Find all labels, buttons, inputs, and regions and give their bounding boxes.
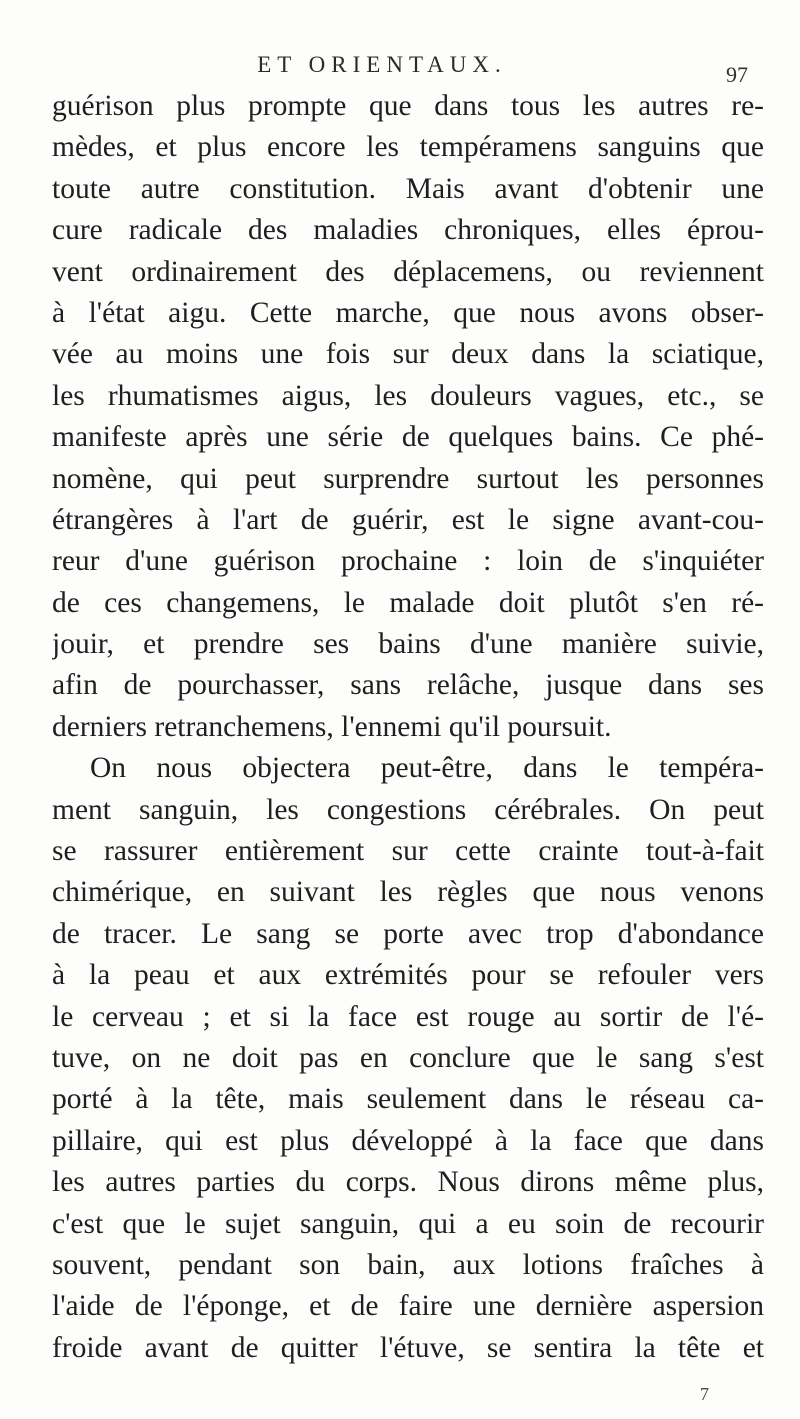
text-line: les autres parties du corps. Nous dirons même plus, (52, 1166, 764, 1199)
running-head: ET ORIENTAUX. (257, 52, 507, 77)
paragraph-last-line: derniers retranchemens, l'ennemi qu'il poursuit. (52, 710, 612, 743)
text-line: vent ordinairement des déplacemens, ou reviennent (52, 255, 764, 288)
text-line: cure radicale des maladies chroniques, elles éprou- (52, 214, 764, 247)
text-line: de tracer. Le sang se porte avec trop d'abondance (52, 917, 764, 950)
text-line: souvent, pendant son bain, aux lotions fraîches à (52, 1248, 764, 1281)
text-line: porté à la tête, mais seulement dans le réseau ca- (52, 1083, 764, 1116)
text-line: de ces changemens, le malade doit plutôt s'en ré- (52, 586, 764, 619)
text-line: les rhumatismes aigus, les douleurs vagues, etc., se (52, 379, 764, 412)
text-line: à l'état aigu. Cette marche, que nous avons obser- (52, 296, 764, 329)
text-line: pillaire, qui est plus développé à la face que dans (52, 1124, 764, 1157)
text-line: le cerveau ; et si la face est rouge au sortir de l'é- (52, 1000, 764, 1033)
page-number: 97 (726, 62, 748, 87)
text-line: froide avant de quitter l'étuve, se sentira la tête et (52, 1331, 764, 1364)
text-line: vée au moins une fois sur deux dans la sciatique, (52, 338, 764, 371)
signature-mark: 7 (700, 1384, 709, 1404)
text-line: étrangères à l'art de guérir, est le signe avant-cou- (52, 503, 764, 536)
text-line: afin de pourchasser, sans relâche, jusque dans ses (52, 669, 764, 702)
text-line: jouir, et prendre ses bains d'une manière suivie, (52, 628, 764, 661)
text-line: ment sanguin, les congestions cérébrales. On peut (52, 793, 764, 826)
text-line: chimérique, en suivant les règles que nous venons (52, 876, 764, 909)
text-line: nomène, qui peut surprendre surtout les personnes (52, 462, 764, 495)
paragraph-first-line: On nous objectera peut-être, dans le tempéra- (90, 752, 764, 785)
text-line: tuve, on ne doit pas en conclure que le sang s'est (52, 1041, 764, 1074)
text-line: c'est que le sujet sanguin, qui a eu soin de recourir (52, 1207, 764, 1240)
text-line: mèdes, et plus encore les tempéramens sanguins que (52, 131, 764, 164)
text-line: se rassurer entièrement sur cette crainte tout-à-fait (52, 835, 764, 868)
text-line: l'aide de l'éponge, et de faire une dernière aspersion (52, 1290, 764, 1323)
text-line: manifeste après une série de quelques bains. Ce phé- (52, 421, 764, 454)
text-line: toute autre constitution. Mais avant d'obtenir une (52, 172, 764, 205)
text-line: guérison plus prompte que dans tous les autres re- (52, 90, 764, 122)
text-line: à la peau et aux extrémités pour se refouler vers (52, 959, 764, 992)
text-line: reur d'une guérison prochaine : loin de s'inquiéter (52, 545, 764, 578)
body-text (52, 86, 764, 1369)
